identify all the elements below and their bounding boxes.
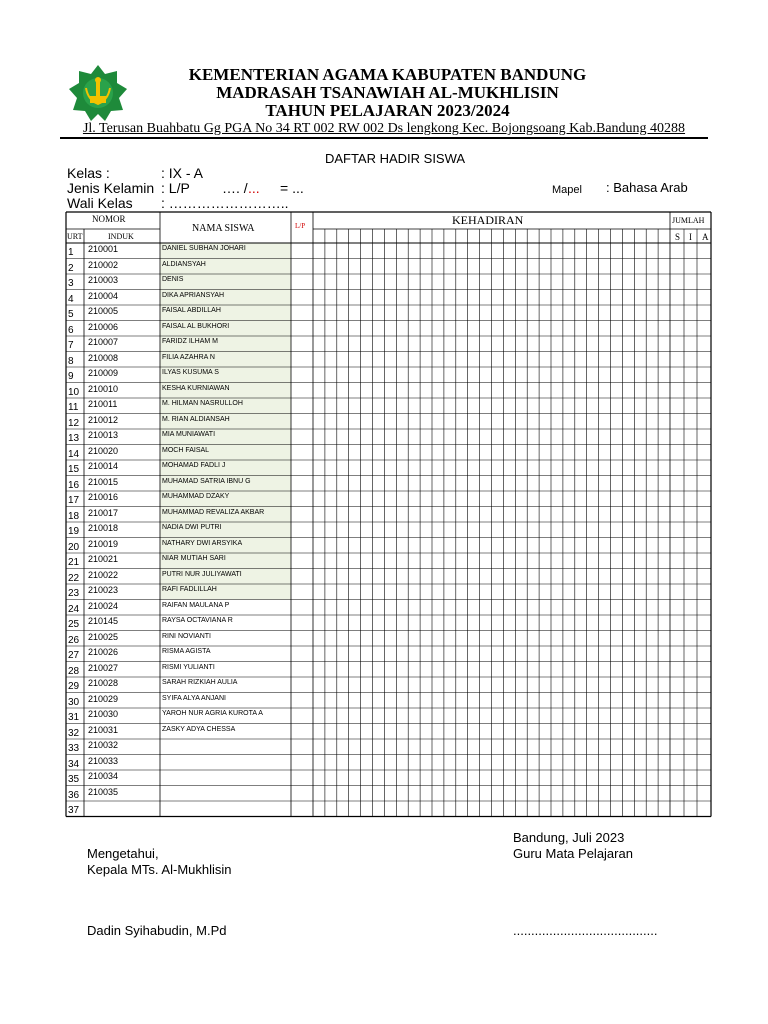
row-nama: RAIFAN MAULANA P [162, 601, 230, 609]
row-nama: MUHAMMAD REVALIZA AKBAR [162, 508, 265, 516]
row-induk: 210028 [88, 678, 119, 688]
homeroom-value: : …………………….. [161, 195, 289, 211]
col-induk-header: INDUK [108, 232, 134, 241]
header-address: Jl. Terusan Buahbatu Gg PGA No 34 RT 002 RW 002 Ds lengkong Kec. Bojongsoang Kab.Bandung 40288 [82, 121, 686, 136]
row-urt: 23 [68, 588, 80, 599]
row-induk: 210009 [88, 368, 119, 378]
row-urt: 15 [68, 464, 80, 475]
row-urt: 8 [68, 355, 74, 367]
row-induk: 210008 [88, 352, 119, 363]
row-induk: 210030 [88, 709, 119, 719]
acknowledged-label: Mengetahui, [87, 846, 159, 861]
row-urt: 35 [68, 774, 80, 785]
row-induk: 210002 [88, 259, 119, 270]
gender-male-count: …. / [222, 180, 248, 196]
row-nama: NATHARY DWI ARSYIKA [162, 539, 243, 547]
row-urt: 36 [68, 789, 80, 801]
col-urt-header: URT [67, 232, 83, 241]
row-nama: RISMI YULIANTI [162, 663, 215, 671]
row-induk: 210012 [88, 414, 119, 425]
row-nama: KESHA KURNIAWAN [162, 384, 230, 392]
row-nama: DANIEL SUBHAN JOHARI [162, 245, 246, 252]
row-nama: M. RIAN ALDIANSAH [162, 415, 230, 423]
header-school: MADRASAH TSANAWIAH AL-MUKHLISIN [216, 83, 559, 102]
row-urt: 13 [68, 433, 80, 444]
row-nama: FAISAL AL BUKHORI [162, 322, 230, 330]
row-induk: 210031 [88, 724, 119, 735]
row-induk: 210032 [88, 740, 119, 750]
row-urt: 18 [68, 510, 80, 522]
row-induk: 210029 [88, 693, 119, 704]
row-nama: RAYSA OCTAVIANA R [162, 617, 233, 624]
row-nama: NIAR MUTIAH SARI [162, 555, 226, 562]
row-nama: FILIA AZAHRA N [162, 353, 215, 361]
page-title: DAFTAR HADIR SISWA [324, 151, 466, 166]
teacher-name-blank: ........................................ [513, 923, 658, 938]
row-urt: 19 [68, 526, 80, 537]
row-urt: 27 [68, 650, 80, 661]
row-induk: 210011 [88, 399, 118, 409]
headmaster-name: Dadin Syihabudin, M.Pd [87, 923, 227, 938]
row-urt: 2 [68, 262, 74, 274]
row-induk: 210022 [88, 569, 119, 580]
row-urt: 37 [68, 805, 80, 816]
col-s-header: S [675, 232, 681, 242]
row-induk: 210020 [88, 445, 119, 456]
row-urt: 10 [68, 386, 80, 398]
row-nama: DENIS [162, 276, 184, 283]
sign-place-date: Bandung, Juli 2023 [513, 830, 625, 845]
row-urt: 3 [68, 278, 74, 289]
row-induk: 210013 [88, 430, 119, 440]
row-urt: 29 [68, 681, 80, 692]
row-induk: 210023 [88, 585, 119, 595]
row-nama: MOHAMAD FADLI J [162, 462, 226, 469]
row-urt: 9 [68, 371, 74, 382]
row-induk: 210035 [88, 786, 119, 797]
row-nama: FAISAL ABDILLAH [162, 307, 221, 314]
gender-value: : L/P [161, 180, 190, 196]
row-induk: 210145 [88, 616, 119, 626]
row-induk: 210003 [88, 275, 119, 285]
header-ministry: KEMENTERIAN AGAMA KABUPATEN BANDUNG [188, 65, 587, 84]
row-nama: MIA MUNIAWATI [162, 431, 216, 438]
row-urt: 28 [68, 665, 80, 677]
row-induk: 210027 [88, 662, 119, 673]
headmaster-title: Kepala MTs. Al-Mukhlisin [87, 862, 232, 877]
row-induk: 210014 [88, 461, 119, 471]
row-urt: 14 [68, 448, 80, 460]
row-nama: FARIDZ ILHAM M [162, 338, 219, 345]
row-induk: 210025 [88, 631, 119, 642]
gender-label: Jenis Kelamin [67, 180, 155, 196]
row-induk: 210006 [88, 321, 119, 332]
gender-female-count: ... [248, 180, 260, 196]
row-urt: 4 [68, 293, 74, 305]
homeroom-label: Wali Kelas [67, 195, 133, 211]
col-i-header: I [689, 232, 692, 242]
row-urt: 31 [68, 712, 80, 723]
row-urt: 24 [68, 603, 80, 615]
row-induk: 210007 [88, 337, 119, 347]
col-kehadiran-header: KEHADIRAN [452, 213, 524, 227]
row-urt: 16 [68, 479, 80, 491]
row-nama: ILYAS KUSUMA S [162, 369, 219, 376]
row-nama: ALDIANSYAH [162, 260, 206, 268]
row-nama: PUTRI NUR JULIYAWATI [162, 570, 242, 578]
row-nama: MUHAMMAD DZAKY [162, 493, 230, 500]
row-nama: SARAH RIZKIAH AULIA [162, 679, 238, 686]
row-urt: 26 [68, 634, 80, 646]
row-urt: 21 [68, 557, 80, 568]
row-nama: YAROH NUR AGRIA KUROTA A [162, 710, 263, 717]
row-induk: 210005 [88, 306, 119, 316]
row-induk: 210018 [88, 523, 119, 533]
col-jumlah-header: JUMLAH [672, 216, 705, 225]
row-induk: 210001 [88, 244, 119, 254]
row-urt: 1 [68, 247, 74, 258]
row-induk: 210004 [88, 290, 119, 301]
kelas-label: Kelas : [67, 165, 110, 181]
kelas-value: : IX - A [161, 165, 204, 181]
col-a-header: A [702, 232, 709, 242]
row-urt: 20 [68, 541, 80, 553]
row-induk: 210034 [88, 771, 119, 781]
row-induk: 210021 [88, 554, 119, 564]
row-urt: 22 [68, 572, 80, 584]
row-nama: MUHAMAD SATRIA IBNU G [162, 477, 251, 485]
row-nama: RINI NOVIANTI [162, 632, 212, 640]
row-urt: 5 [68, 309, 74, 320]
subject-value: : Bahasa Arab [606, 180, 688, 195]
row-nama: MOCH FAISAL [162, 446, 210, 454]
row-nama: ZASKY ADYA CHESSA [162, 725, 236, 733]
row-induk: 210016 [88, 492, 119, 502]
teacher-title: Guru Mata Pelajaran [513, 846, 633, 861]
row-nama: NADIA DWI PUTRI [162, 524, 222, 531]
row-induk: 210026 [88, 647, 119, 657]
row-nama: SYIFA ALYA ANJANI [162, 694, 226, 702]
row-urt: 33 [68, 743, 80, 754]
col-lp-header: L/P [295, 222, 306, 230]
row-induk: 210024 [88, 600, 119, 611]
row-nama: DIKA APRIANSYAH [162, 291, 225, 299]
row-urt: 25 [68, 619, 80, 630]
gender-total: = ... [280, 180, 304, 196]
row-induk: 210017 [88, 507, 119, 518]
row-nama: RISMA AGISTA [162, 648, 211, 655]
row-urt: 11 [68, 402, 79, 413]
col-nomor-header: NOMOR [92, 214, 126, 224]
row-urt: 7 [68, 340, 74, 351]
col-nama-header: NAMA SISWA [192, 223, 255, 234]
row-induk: 210015 [88, 476, 119, 487]
row-urt: 30 [68, 696, 80, 708]
row-induk: 210033 [88, 755, 119, 766]
row-urt: 34 [68, 758, 80, 770]
row-urt: 17 [68, 495, 80, 506]
row-induk: 210019 [88, 538, 119, 549]
row-urt: 6 [68, 324, 74, 336]
row-nama: RAFI FADLILLAH [162, 586, 217, 593]
row-urt: 32 [68, 727, 80, 739]
header-year: TAHUN PELAJARAN 2023/2024 [265, 101, 510, 120]
row-urt: 12 [68, 417, 80, 429]
row-induk: 210010 [88, 383, 119, 394]
row-nama: M. HILMAN NASRULLOH [162, 400, 243, 407]
subject-label: Mapel [552, 184, 582, 196]
